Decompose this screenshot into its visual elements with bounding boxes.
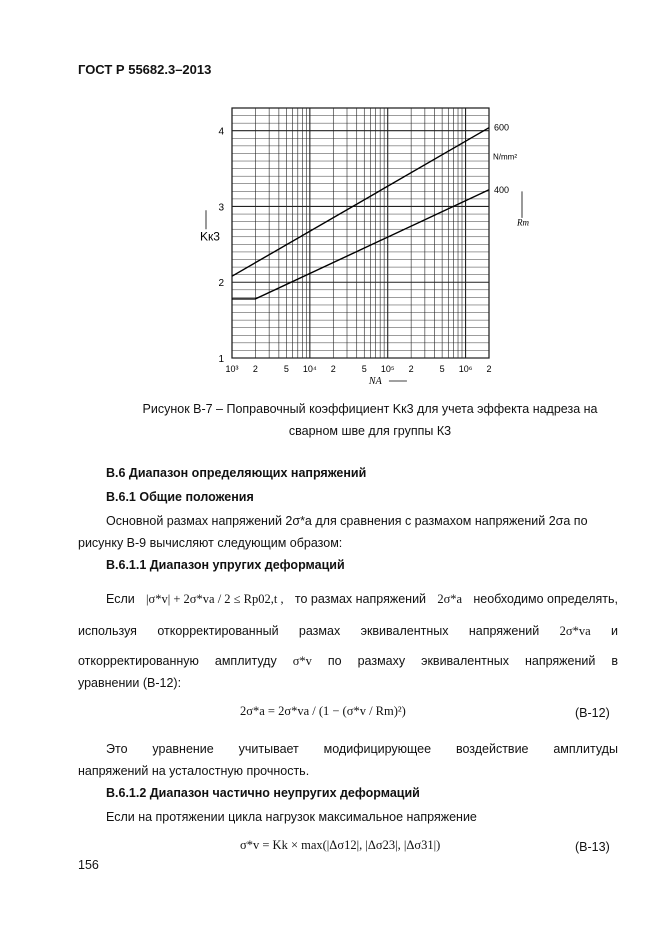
document-header: ГОСТ Р 55682.3–2013 — [78, 62, 212, 77]
x-tick-label: 10⁵ — [380, 364, 395, 374]
figure-caption — [100, 398, 640, 442]
paragraph-b612: Если на протяжении цикла нагрузок максимальное напряжение — [106, 810, 477, 824]
x-tick-label: 2 — [330, 364, 336, 374]
word: эквивалентных — [360, 624, 449, 638]
word: амплитуды — [553, 742, 618, 756]
word: Это — [106, 742, 128, 756]
word: используя — [78, 624, 137, 638]
paragraph-b61-line1: Основной размах напряжений 2σ*a для сравнения с размахом напряжений 2σa по — [106, 514, 588, 528]
series-line-600 — [232, 128, 489, 277]
elastic-condition-formula: |σ*v| + 2σ*va / 2 ≤ Rp02,t , — [146, 592, 284, 606]
paragraph-b611-line2 — [78, 620, 618, 642]
word: напряжений — [524, 654, 596, 668]
equation-b12-number: (В-12) — [575, 706, 610, 720]
stress-range-symbol: 2σ*a — [437, 592, 463, 606]
word: σ*v — [292, 654, 312, 668]
unit-label: N/mm² — [493, 152, 517, 162]
x-tick-label: 2 — [252, 364, 258, 374]
series-label-600: 600 — [494, 122, 510, 133]
x-tick-label: 5 — [439, 364, 445, 374]
equation-b13: σ*v = Kk × max(|Δσ12|, |Δσ23|, |Δσ31|) — [240, 838, 441, 852]
word: уравнение — [152, 742, 214, 756]
paragraph-b61-line2: рисунку В-9 вычисляют следующим образом: — [78, 536, 343, 550]
word: размах — [298, 624, 341, 638]
y-tick-label: 4 — [218, 126, 224, 138]
x-tick-label: 2 — [486, 364, 492, 374]
word: и — [610, 624, 618, 638]
x-tick-label: 2 — [408, 364, 414, 374]
series-label-400: 400 — [494, 184, 510, 195]
figure-caption-line-1: Рисунок В-7 – Поправочный коэффициент Kк3 для учета эффекта надреза на — [142, 402, 598, 416]
notch-correction-chart — [188, 96, 529, 387]
paragraph-b611-line1 — [78, 588, 618, 610]
paragraph-b611-line4: уравнении (В-12): — [78, 676, 182, 690]
word: откорректированную — [78, 654, 199, 668]
if-word: Если — [106, 592, 135, 606]
x-tick-label: 5 — [283, 364, 289, 374]
section-heading-b611: В.6.1.1 Диапазон упругих деформаций — [106, 558, 345, 572]
y-tick-label: 1 — [218, 354, 224, 365]
word: по — [327, 654, 342, 668]
paragraph-eq12-line1 — [78, 738, 618, 760]
word: 2σ*va — [559, 624, 591, 638]
word: в — [611, 654, 618, 668]
y-tick-label: 2 — [218, 278, 224, 290]
word: напряжений — [468, 624, 540, 638]
paragraph-b611-line3 — [78, 650, 618, 672]
equation-b12: 2σ*a = 2σ*va / (1 − (σ*v / Rm)²) — [240, 704, 406, 718]
paragraph-eq12-line2: напряжений на усталостную прочность. — [78, 764, 310, 778]
section-heading-b6: В.6 Диапазон определяющих напряжений — [106, 466, 367, 480]
word: откорректированный — [157, 624, 279, 638]
word: амплитуду — [214, 654, 277, 668]
chart-grid — [232, 108, 489, 358]
text-a: то размах напряжений — [294, 592, 427, 606]
y-tick-label: 3 — [218, 202, 224, 214]
word: размаху — [357, 654, 406, 668]
rm-label: Rm — [517, 217, 529, 228]
chart-frame — [232, 108, 489, 358]
section-heading-b612: В.6.1.2 Диапазон частично неупругих деформаций — [106, 786, 420, 800]
x-tick-label: 10³ — [225, 364, 239, 374]
x-axis-label: NA — [368, 376, 382, 387]
word: модифицирующее — [323, 742, 432, 756]
page-number: 156 — [78, 858, 99, 872]
equation-b13-number: (В-13) — [575, 840, 610, 854]
word: эквивалентных — [421, 654, 510, 668]
x-tick-label: 10⁴ — [302, 364, 317, 374]
word: воздействие — [455, 742, 529, 756]
y-axis-label: Kк3 — [200, 229, 220, 244]
text-b: необходимо определять, — [473, 592, 618, 606]
x-tick-label: 5 — [361, 364, 367, 374]
figure-caption-line-2: сварном шве для группы К3 — [288, 424, 452, 438]
word: учитывает — [238, 742, 299, 756]
chart-ticks — [200, 127, 529, 387]
x-tick-label: 10⁶ — [458, 364, 473, 374]
section-heading-b61: В.6.1 Общие положения — [106, 490, 254, 504]
